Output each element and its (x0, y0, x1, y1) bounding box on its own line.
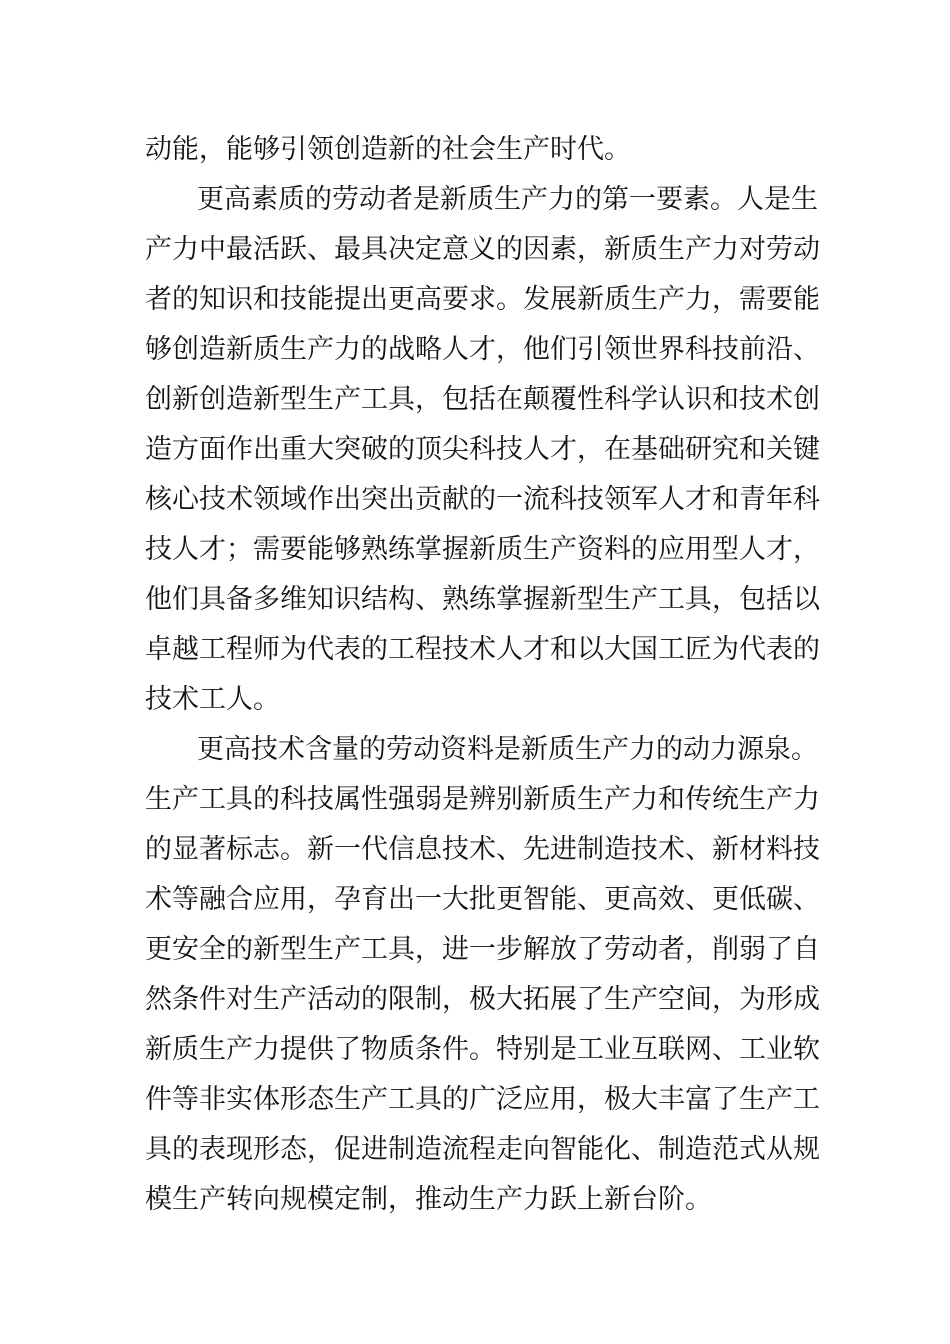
text-line: 动能，能够引领创造新的社会生产时代。 (145, 134, 631, 165)
paragraph-first-line: 更高技术含量的劳动资料是新质生产力的动力源泉。 (197, 734, 818, 765)
text-line: 的显著标志。新一代信息技术、先进制造技术、新材料技 (145, 834, 820, 865)
text-line: 生产工具的科技属性强弱是辨别新质生产力和传统生产力 (145, 784, 820, 815)
text-line: 产力中最活跃、最具决定意义的因素，新质生产力对劳动 (145, 234, 820, 265)
text-line: 具的表现形态，促进制造流程走向智能化、制造范式从规 (145, 1134, 820, 1165)
text-line: 创新创造新型生产工具，包括在颠覆性科学认识和技术创 (145, 384, 820, 415)
text-line: 者的知识和技能提出更高要求。发展新质生产力，需要能 (145, 284, 820, 315)
text-line: 他们具备多维知识结构、熟练掌握新型生产工具，包括以 (145, 584, 820, 615)
text-line: 卓越工程师为代表的工程技术人才和以大国工匠为代表的 (145, 634, 820, 665)
text-line: 更安全的新型生产工具，进一步解放了劳动者，削弱了自 (145, 934, 820, 965)
paragraph-first-line: 更高素质的劳动者是新质生产力的第一要素。人是生 (197, 184, 818, 215)
text-line: 新质生产力提供了物质条件。特别是工业互联网、工业软 (145, 1034, 820, 1065)
body-text (145, 125, 820, 1225)
text-line: 核心技术领域作出突出贡献的一流科技领军人才和青年科 (145, 484, 820, 515)
text-line: 件等非实体形态生产工具的广泛应用，极大丰富了生产工 (145, 1084, 820, 1115)
text-line: 造方面作出重大突破的顶尖科技人才，在基础研究和关键 (145, 434, 820, 465)
text-line: 够创造新质生产力的战略人才，他们引领世界科技前沿、 (145, 334, 820, 365)
text-line: 模生产转向规模定制，推动生产力跃上新台阶。 (145, 1184, 712, 1215)
text-line: 然条件对生产活动的限制，极大拓展了生产空间，为形成 (145, 984, 820, 1015)
text-line: 技人才；需要能够熟练掌握新质生产资料的应用型人才， (145, 534, 820, 565)
text-line: 技术工人。 (145, 684, 280, 715)
text-line: 术等融合应用，孕育出一大批更智能、更高效、更低碳、 (145, 884, 820, 915)
